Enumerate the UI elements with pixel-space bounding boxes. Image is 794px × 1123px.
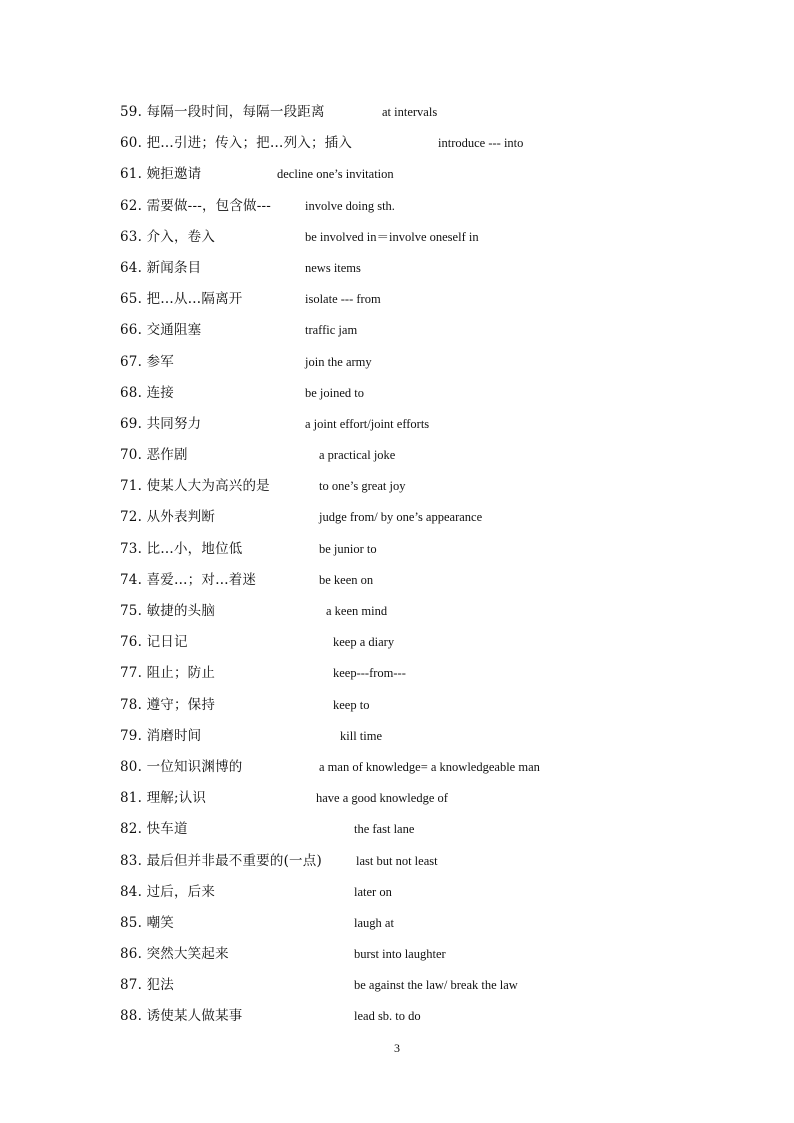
entry-number: 65. xyxy=(120,291,143,308)
chinese-text: 需要做---，包含做--- xyxy=(146,197,272,214)
phrase-list xyxy=(120,98,720,1034)
entry-number: 69. xyxy=(120,415,143,432)
chinese-text: 阻止；防止 xyxy=(146,665,216,682)
chinese-phrase xyxy=(120,909,174,937)
phrase-entry xyxy=(120,784,720,815)
english-phrase: be involved in＝involve oneself in xyxy=(305,229,479,244)
entry-number: 85. xyxy=(120,914,143,931)
chinese-text: 恶作剧 xyxy=(146,447,188,464)
english-phrase: involve doing sth. xyxy=(305,198,395,213)
chinese-phrase xyxy=(120,691,215,719)
english-phrase: kill time xyxy=(340,728,383,743)
phrase-entry xyxy=(120,503,720,534)
entry-number: 80. xyxy=(120,758,143,775)
chinese-text: 把…引进；传入；把…列入；插入 xyxy=(146,135,353,152)
english-phrase: last but not least xyxy=(356,853,438,868)
chinese-phrase xyxy=(120,316,201,344)
chinese-phrase xyxy=(120,878,215,906)
phrase-entry xyxy=(120,348,720,379)
phrase-entry xyxy=(120,410,720,441)
entry-number: 74. xyxy=(120,571,143,588)
english-phrase: keep a diary xyxy=(333,635,395,650)
chinese-text: 记日记 xyxy=(146,634,188,651)
chinese-phrase xyxy=(120,441,188,469)
entry-number: 87. xyxy=(120,977,143,994)
chinese-text: 交通阻塞 xyxy=(146,322,202,339)
entry-number: 60. xyxy=(120,135,143,152)
entry-number: 62. xyxy=(120,197,143,214)
english-phrase: news items xyxy=(305,260,361,275)
english-phrase: the fast lane xyxy=(354,822,415,837)
chinese-phrase xyxy=(120,160,201,188)
chinese-phrase xyxy=(120,285,242,313)
english-phrase: introduce --- into xyxy=(438,136,524,151)
english-phrase: isolate --- from xyxy=(305,292,381,307)
english-phrase: join the army xyxy=(305,354,372,369)
english-phrase: a man of knowledge= a knowledgeable man xyxy=(319,759,540,774)
entry-number: 81. xyxy=(120,790,143,807)
chinese-text: 比…小，地位低 xyxy=(146,540,243,557)
chinese-phrase xyxy=(120,784,206,812)
chinese-text: 连接 xyxy=(146,384,174,401)
english-phrase: be against the law/ break the law xyxy=(354,978,518,993)
phrase-entry xyxy=(120,691,720,722)
chinese-text: 遵守；保持 xyxy=(146,696,216,713)
chinese-phrase xyxy=(120,628,188,656)
phrase-entry xyxy=(120,98,720,129)
phrase-entry xyxy=(120,192,720,223)
phrase-entry xyxy=(120,659,720,690)
phrase-entry xyxy=(120,815,720,846)
chinese-phrase xyxy=(120,722,201,750)
phrase-entry xyxy=(120,129,720,160)
english-phrase: to one’s great joy xyxy=(319,479,406,494)
chinese-text: 诱使某人做某事 xyxy=(146,1008,243,1025)
phrase-entry xyxy=(120,285,720,316)
english-phrase: be keen on xyxy=(319,572,374,587)
entry-number: 68. xyxy=(120,384,143,401)
chinese-text: 最后但并非最不重要的(一点) xyxy=(146,852,322,869)
english-phrase: burst into laughter xyxy=(354,947,446,962)
entry-number: 70. xyxy=(120,447,143,464)
phrase-entry xyxy=(120,909,720,940)
phrase-entry xyxy=(120,223,720,254)
phrase-entry xyxy=(120,878,720,909)
phrase-entry xyxy=(120,847,720,878)
english-phrase: later on xyxy=(354,884,392,899)
chinese-text: 消磨时间 xyxy=(146,727,202,744)
phrase-entry xyxy=(120,971,720,1002)
chinese-text: 从外表判断 xyxy=(146,509,216,526)
chinese-text: 敏捷的头脑 xyxy=(146,603,216,619)
chinese-phrase xyxy=(120,472,270,500)
english-phrase: a practical joke xyxy=(319,448,396,463)
chinese-text: 突然大笑起来 xyxy=(146,946,229,963)
chinese-text: 参军 xyxy=(146,353,174,370)
chinese-phrase xyxy=(120,98,325,126)
english-phrase: laugh at xyxy=(354,915,394,930)
english-phrase: have a good knowledge of xyxy=(316,791,448,806)
chinese-phrase xyxy=(120,192,271,220)
chinese-text: 婉拒邀请 xyxy=(146,166,202,183)
chinese-phrase xyxy=(120,815,188,843)
chinese-phrase xyxy=(120,503,215,531)
entry-number: 88. xyxy=(120,1008,143,1025)
chinese-text: 使某人大为高兴的是 xyxy=(146,478,270,495)
chinese-phrase xyxy=(120,379,174,407)
chinese-phrase xyxy=(120,597,215,625)
phrase-entry xyxy=(120,441,720,472)
entry-number: 86. xyxy=(120,946,143,963)
chinese-phrase xyxy=(120,223,215,251)
phrase-entry xyxy=(120,160,720,191)
entry-number: 64. xyxy=(120,259,143,276)
phrase-entry xyxy=(120,379,720,410)
entry-number: 59. xyxy=(120,104,143,120)
entry-number: 63. xyxy=(120,228,143,245)
english-phrase: keep to xyxy=(333,697,370,712)
chinese-text: 喜爱…；对…着迷 xyxy=(146,571,257,588)
chinese-phrase xyxy=(120,1002,242,1030)
entry-number: 77. xyxy=(120,665,143,682)
phrase-entry xyxy=(120,597,720,628)
chinese-phrase xyxy=(120,410,201,438)
chinese-text: 嘲笑 xyxy=(146,914,174,931)
phrase-entry xyxy=(120,1002,720,1033)
english-phrase: keep---from--- xyxy=(333,666,406,681)
chinese-text: 快车道 xyxy=(146,821,188,838)
chinese-phrase xyxy=(120,348,174,376)
chinese-phrase xyxy=(120,847,322,875)
chinese-text: 共同努力 xyxy=(146,415,202,432)
chinese-text: 介入，卷入 xyxy=(146,228,216,245)
phrase-entry xyxy=(120,940,720,971)
page-number: 3 xyxy=(394,1041,400,1055)
chinese-phrase xyxy=(120,566,256,594)
english-phrase: judge from/ by one’s appearance xyxy=(319,510,483,525)
phrase-entry xyxy=(120,254,720,285)
chinese-text: 理解;认识 xyxy=(146,790,207,807)
chinese-text: 新闻条目 xyxy=(146,259,202,276)
entry-number: 61. xyxy=(120,166,143,183)
entry-number: 76. xyxy=(120,634,143,651)
english-phrase: a joint effort/joint efforts xyxy=(305,416,430,431)
phrase-entry xyxy=(120,628,720,659)
entry-number: 71. xyxy=(120,478,143,495)
english-phrase: be junior to xyxy=(319,541,377,556)
entry-number: 66. xyxy=(120,322,143,339)
chinese-phrase xyxy=(120,971,174,999)
chinese-phrase xyxy=(120,129,352,157)
entry-number: 75. xyxy=(120,603,143,619)
entry-number: 83. xyxy=(120,852,143,869)
english-phrase: at intervals xyxy=(382,105,438,119)
entry-number: 72. xyxy=(120,509,143,526)
chinese-phrase xyxy=(120,535,242,563)
chinese-text: 每隔一段时间，每隔一段距离 xyxy=(146,104,325,120)
chinese-text: 一位知识渊博的 xyxy=(146,758,243,775)
entry-number: 67. xyxy=(120,353,143,370)
entry-number: 79. xyxy=(120,727,143,744)
phrase-entry xyxy=(120,566,720,597)
chinese-text: 过后，后来 xyxy=(146,883,216,900)
phrase-entry xyxy=(120,316,720,347)
entry-number: 73. xyxy=(120,540,143,557)
entry-number: 78. xyxy=(120,696,143,713)
entry-number: 82. xyxy=(120,821,143,838)
english-phrase: a keen mind xyxy=(326,604,388,618)
phrase-entry xyxy=(120,535,720,566)
english-phrase: lead sb. to do xyxy=(354,1009,421,1024)
chinese-text: 把…从…隔离开 xyxy=(146,291,243,308)
chinese-text: 犯法 xyxy=(146,977,174,994)
english-phrase: traffic jam xyxy=(305,323,358,338)
english-phrase: be joined to xyxy=(305,385,365,400)
chinese-phrase xyxy=(120,254,201,282)
phrase-entry xyxy=(120,753,720,784)
chinese-phrase xyxy=(120,659,215,687)
phrase-entry xyxy=(120,722,720,753)
english-phrase: decline one’s invitation xyxy=(277,167,394,182)
phrase-entry xyxy=(120,472,720,503)
chinese-phrase xyxy=(120,753,242,781)
entry-number: 84. xyxy=(120,883,143,900)
chinese-phrase xyxy=(120,940,229,968)
